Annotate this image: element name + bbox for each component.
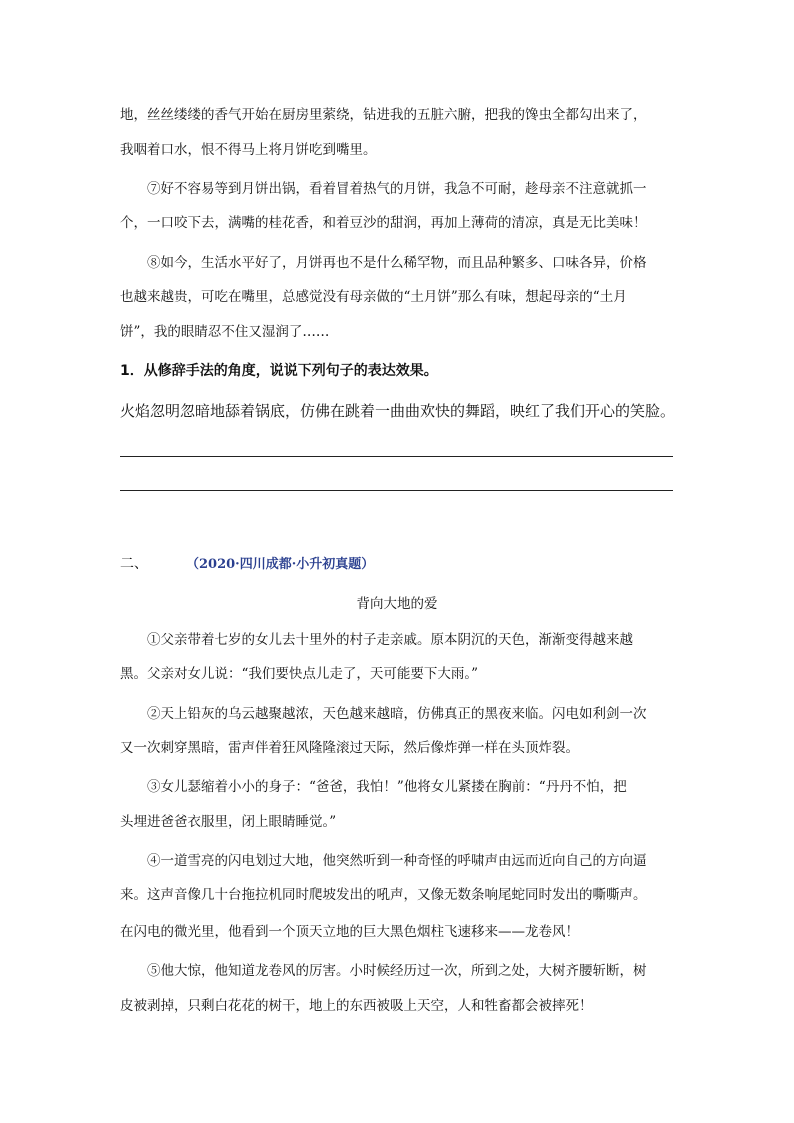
question-sentence: 火焰忽明忽暗地舔着锅底，仿佛在跳着一曲曲欢快的舞蹈，映红了我们开心的笑脸。 [120, 402, 676, 420]
passage-line: 黑。父亲对女儿说：“我们要快点儿走了，天可能要下大雨。” [120, 666, 479, 682]
passage-line: 在闪电的微光里，他看到一个顶天立地的巨大黑色烟柱飞速移来——龙卷风！ [120, 924, 579, 940]
passage-line: ⑧如今，生活水平好了，月饼再也不是什么稀罕物，而且品种繁多、口味各异，价格 [147, 255, 647, 271]
passage-line: ④一道雪亮的闪电划过大地，他突然听到一种奇怪的呼啸声由远而近向自己的方向逼 [147, 853, 647, 869]
passage-line: 饼”，我的眼睛忍不住又湿润了…… [120, 324, 330, 340]
passage-line: ③女儿瑟缩着小小的身子：“爸爸，我怕！”他将女儿紧搂在胸前：“丹丹不怕，把 [147, 779, 627, 795]
passage-title: 背向大地的爱 [356, 596, 438, 612]
section-number: 二、 [120, 556, 148, 572]
passage-line: 来。这声音像几十台拖拉机同时爬坡发出的吼声，又像无数条响尾蛇同时发出的嘶嘶声。 [120, 887, 647, 903]
passage-line: 也越来越贵，可吃在嘴里，总感觉没有母亲做的“土月饼”那么有味，想起母亲的“土月 [120, 289, 627, 305]
passage-line: ①父亲带着七岁的女儿去十里外的村子走亲戚。原本阴沉的天色，渐渐变得越来越 [147, 632, 633, 648]
passage-line: 皮被剥掉，只剩白花花的树干，地上的东西被吸上天空，人和牲畜都会被摔死！ [120, 998, 593, 1014]
passage-line: 个，一口咬下去，满嘴的桂花香，和着豆沙的甜润，再加上薄荷的清凉，真是无比美味！ [120, 215, 647, 231]
passage-line: ⑤他大惊，他知道龙卷风的厉害。小时候经历过一次，所到之处，大树齐腰斩断，树 [147, 963, 647, 979]
passage-line: ②天上铅灰的乌云越聚越浓，天色越来越暗，仿佛真正的黑夜来临。闪电如利剑一次 [147, 706, 647, 722]
passage-line: ⑦好不容易等到月饼出锅，看着冒着热气的月饼，我急不可耐，趁母亲不注意就抓一 [147, 181, 647, 197]
question-title: 1．从修辞手法的角度，说说下列句子的表达效果。 [120, 363, 438, 379]
answer-line[interactable] [120, 456, 673, 457]
passage-line: 地，丝丝缕缕的香气开始在厨房里萦绕，钻进我的五脏六腑，把我的馋虫全都勾出来了， [120, 107, 647, 123]
passage-line: 又一次刺穿黑暗，雷声伴着狂风隆隆滚过天际，然后像炸弹一样在头顶炸裂。 [120, 740, 579, 756]
section-source: （2020·四川成都·小升初真题） [186, 557, 375, 572]
answer-line[interactable] [120, 490, 673, 491]
passage-line: 我咽着口水，恨不得马上将月饼吃到嘴里。 [120, 142, 377, 158]
passage-line: 头埋进爸爸衣服里，闭上眼睛睡觉。” [120, 814, 337, 830]
